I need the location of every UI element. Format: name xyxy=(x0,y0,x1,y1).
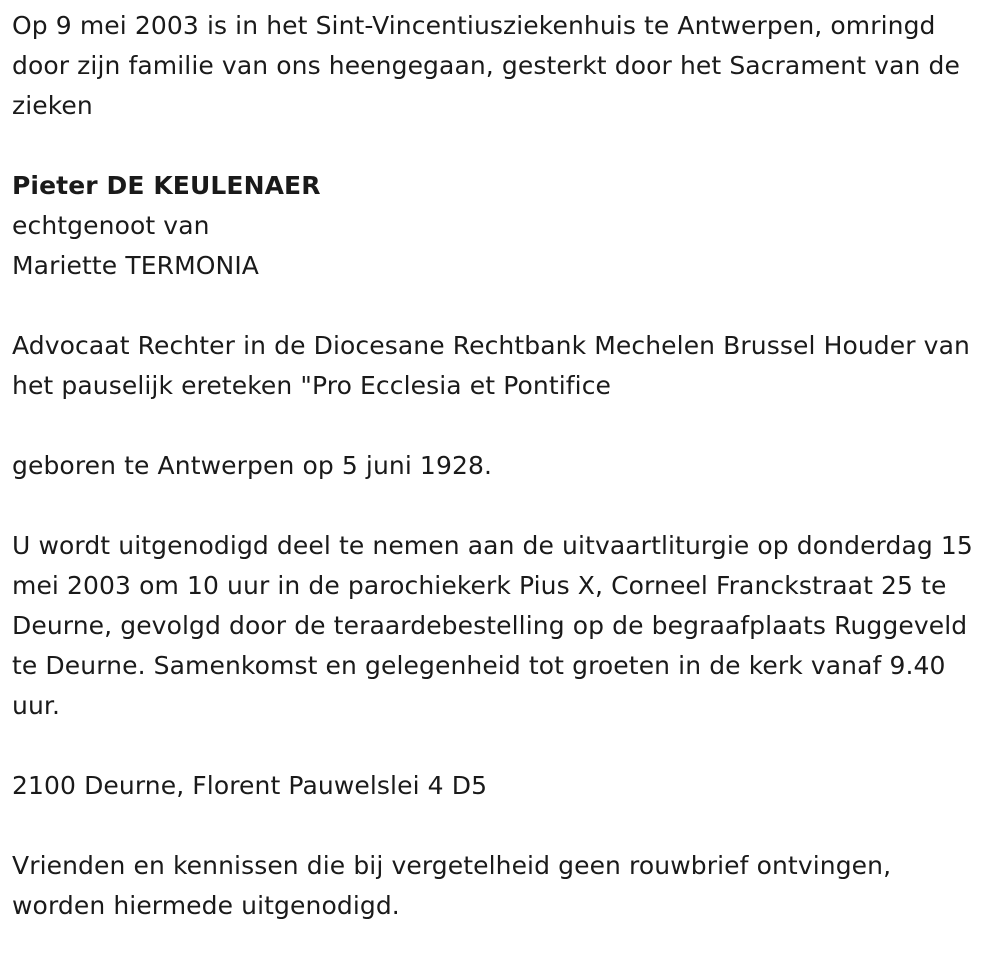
deceased-name: Pieter DE KEULENAER xyxy=(12,171,321,200)
profession-text: Advocaat Rechter in de Diocesane Rechtbank Mechelen Brussel Houder van het pauselijk ereteken "Pro Ecclesia et Pontifice xyxy=(12,331,970,400)
spacer xyxy=(12,406,992,446)
spacer xyxy=(12,486,992,526)
intro-text: Op 9 mei 2003 is in het Sint-Vincentiusziekenhuis te Antwerpen, omringd door zijn familie van ons heengegaan, gesterkt door het Sacrament van de zieken xyxy=(12,11,960,120)
spouse-name: Mariette TERMONIA xyxy=(12,251,259,280)
spacer xyxy=(12,806,992,846)
address-text: 2100 Deurne, Florent Pauwelslei 4 D5 xyxy=(12,771,488,800)
spacer xyxy=(12,286,992,326)
closing-text: Vrienden en kennissen die bij vergetelheid geen rouwbrief ontvingen, worden hiermede uitgenodigd. xyxy=(12,851,892,920)
death-notice xyxy=(12,6,992,926)
spacer xyxy=(12,126,992,166)
invitation-text: U wordt uitgenodigd deel te nemen aan de uitvaartliturgie op donderdag 15 mei 2003 om 10 uur in de parochiekerk Pius X, Corneel Franckstraat 25 te Deurne, gevolgd door de teraardebestelling op de begraafplaats Ruggeveld te Deurne. Samenkomst en gelegenheid tot groeten in de kerk vanaf 9.40 uur. xyxy=(12,531,973,720)
spacer xyxy=(12,726,992,766)
relation-text: echtgenoot van xyxy=(12,211,210,240)
birth-text: geboren te Antwerpen op 5 juni 1928. xyxy=(12,451,493,480)
